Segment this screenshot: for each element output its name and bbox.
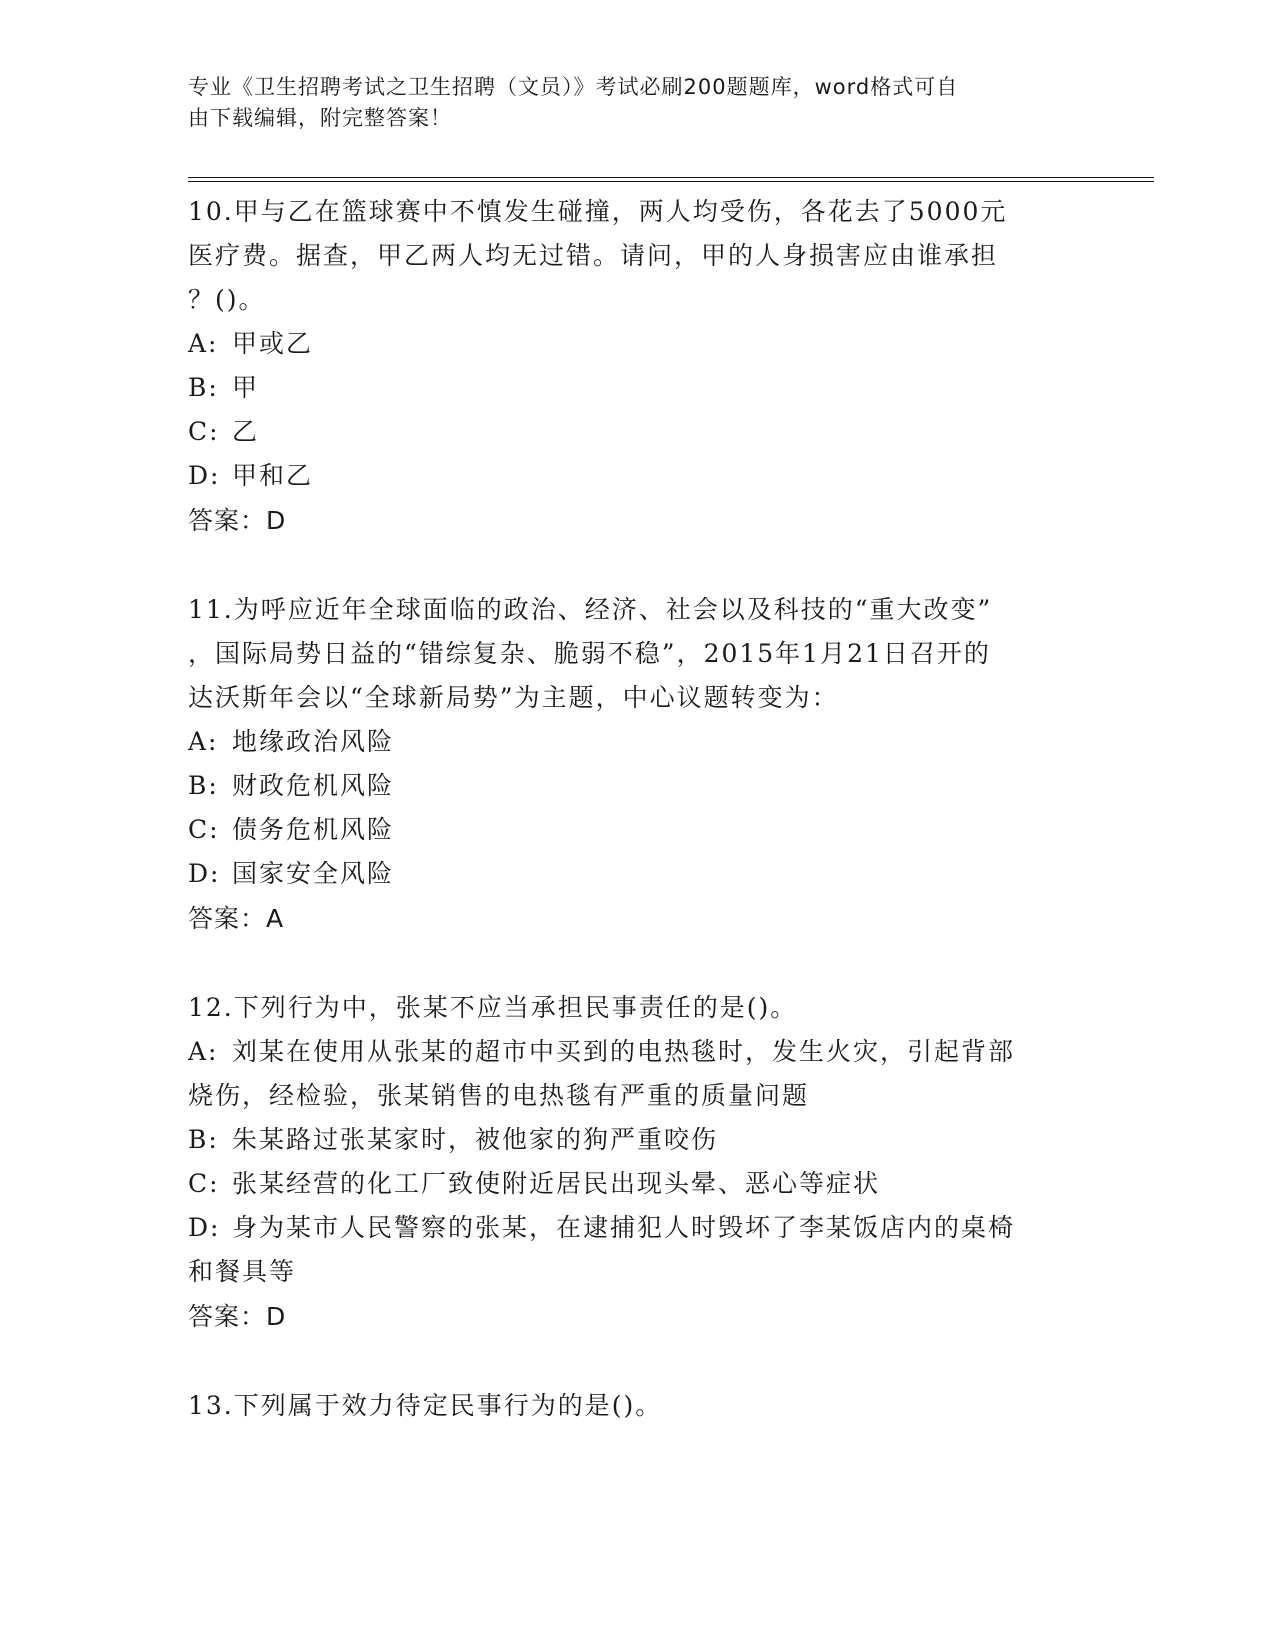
header-line: 由下载编辑，附完整答案！ — [188, 106, 452, 130]
answer-option — [188, 1206, 1088, 1250]
question-stem-line: 医疗费。据查，甲乙两人均无过错。请问，甲的人身损害应由谁承担 — [188, 241, 999, 270]
question-block — [188, 190, 1088, 544]
option-text: 乙 — [232, 417, 260, 446]
document-header — [188, 72, 1068, 134]
header-line: 专业《卫生招聘考试之卫生招聘（文员）》考试必刷200题题库，word格式可自 — [188, 75, 959, 99]
option-text: 国家安全风险 — [232, 859, 395, 888]
option-text: 甲 — [232, 373, 260, 402]
question-stem-line: ？()。 — [188, 285, 266, 314]
option-text: 张某经营的化工厂致使附近居民出现头晕、恶心等症状 — [232, 1169, 881, 1198]
answer-option — [188, 852, 1088, 896]
option-key: A: — [188, 329, 219, 358]
answer-option — [188, 808, 1088, 852]
answer-option — [188, 1030, 1088, 1074]
answer-option — [188, 366, 1088, 410]
option-text: 和餐具等 — [188, 1257, 297, 1286]
answer-line: 答案：D — [188, 506, 287, 535]
question-list — [188, 190, 1088, 1428]
option-key: D: — [188, 859, 221, 888]
header-divider — [188, 181, 1154, 182]
answer-line: 答案：D — [188, 1302, 287, 1331]
answer-option — [188, 1118, 1088, 1162]
answer-line: 答案：A — [188, 904, 285, 933]
option-text: 身为某市人民警察的张某，在逮捕犯人时毁坏了李某饭店内的桌椅 — [232, 1213, 1016, 1242]
question-stem-line: 达沃斯年会以“全球新局势”为主题，中心议题转变为： — [188, 683, 839, 712]
question-block — [188, 588, 1088, 942]
option-text: 财政危机风险 — [232, 771, 395, 800]
option-key: D: — [188, 461, 221, 490]
option-text: 烧伤，经检验，张某销售的电热毯有严重的质量问题 — [188, 1081, 810, 1110]
header-divider — [188, 177, 1154, 178]
option-key: A: — [188, 727, 219, 756]
question-stem-line: 13.下列属于效力待定民事行为的是()。 — [188, 1391, 663, 1420]
option-key: B: — [188, 771, 219, 800]
answer-option — [188, 1162, 1088, 1206]
option-key: D: — [188, 1213, 221, 1242]
question-stem-line: 12.下列行为中，张某不应当承担民事责任的是()。 — [188, 993, 798, 1022]
option-key: C: — [188, 417, 220, 446]
answer-option — [188, 410, 1088, 454]
option-text: 甲或乙 — [232, 329, 314, 358]
option-key: C: — [188, 1169, 220, 1198]
question-stem-line: ，国际局势日益的“错综复杂、脆弱不稳”，2015年1月21日召开的 — [188, 639, 991, 668]
answer-option — [188, 764, 1088, 808]
answer-option — [188, 1074, 1088, 1118]
option-text: 债务危机风险 — [232, 815, 395, 844]
option-key: B: — [188, 373, 219, 402]
option-key: A: — [188, 1037, 219, 1066]
question-block — [188, 1384, 1088, 1428]
question-stem-line: 11.为呼应近年全球面临的政治、经济、社会以及科技的“重大改变” — [188, 595, 993, 624]
answer-option — [188, 1250, 1088, 1294]
option-text: 地缘政治风险 — [232, 727, 395, 756]
answer-option — [188, 322, 1088, 366]
option-text: 朱某路过张某家时，被他家的狗严重咬伤 — [232, 1125, 719, 1154]
option-text: 甲和乙 — [232, 461, 314, 490]
option-key: C: — [188, 815, 220, 844]
answer-option — [188, 720, 1088, 764]
question-block — [188, 986, 1088, 1340]
option-key: B: — [188, 1125, 219, 1154]
answer-option — [188, 454, 1088, 498]
question-stem-line: 10.甲与乙在篮球赛中不慎发生碰撞，两人均受伤，各花去了5000元 — [188, 197, 1008, 226]
option-text: 刘某在使用从张某的超市中买到的电热毯时，发生火灾，引起背部 — [232, 1037, 1016, 1066]
